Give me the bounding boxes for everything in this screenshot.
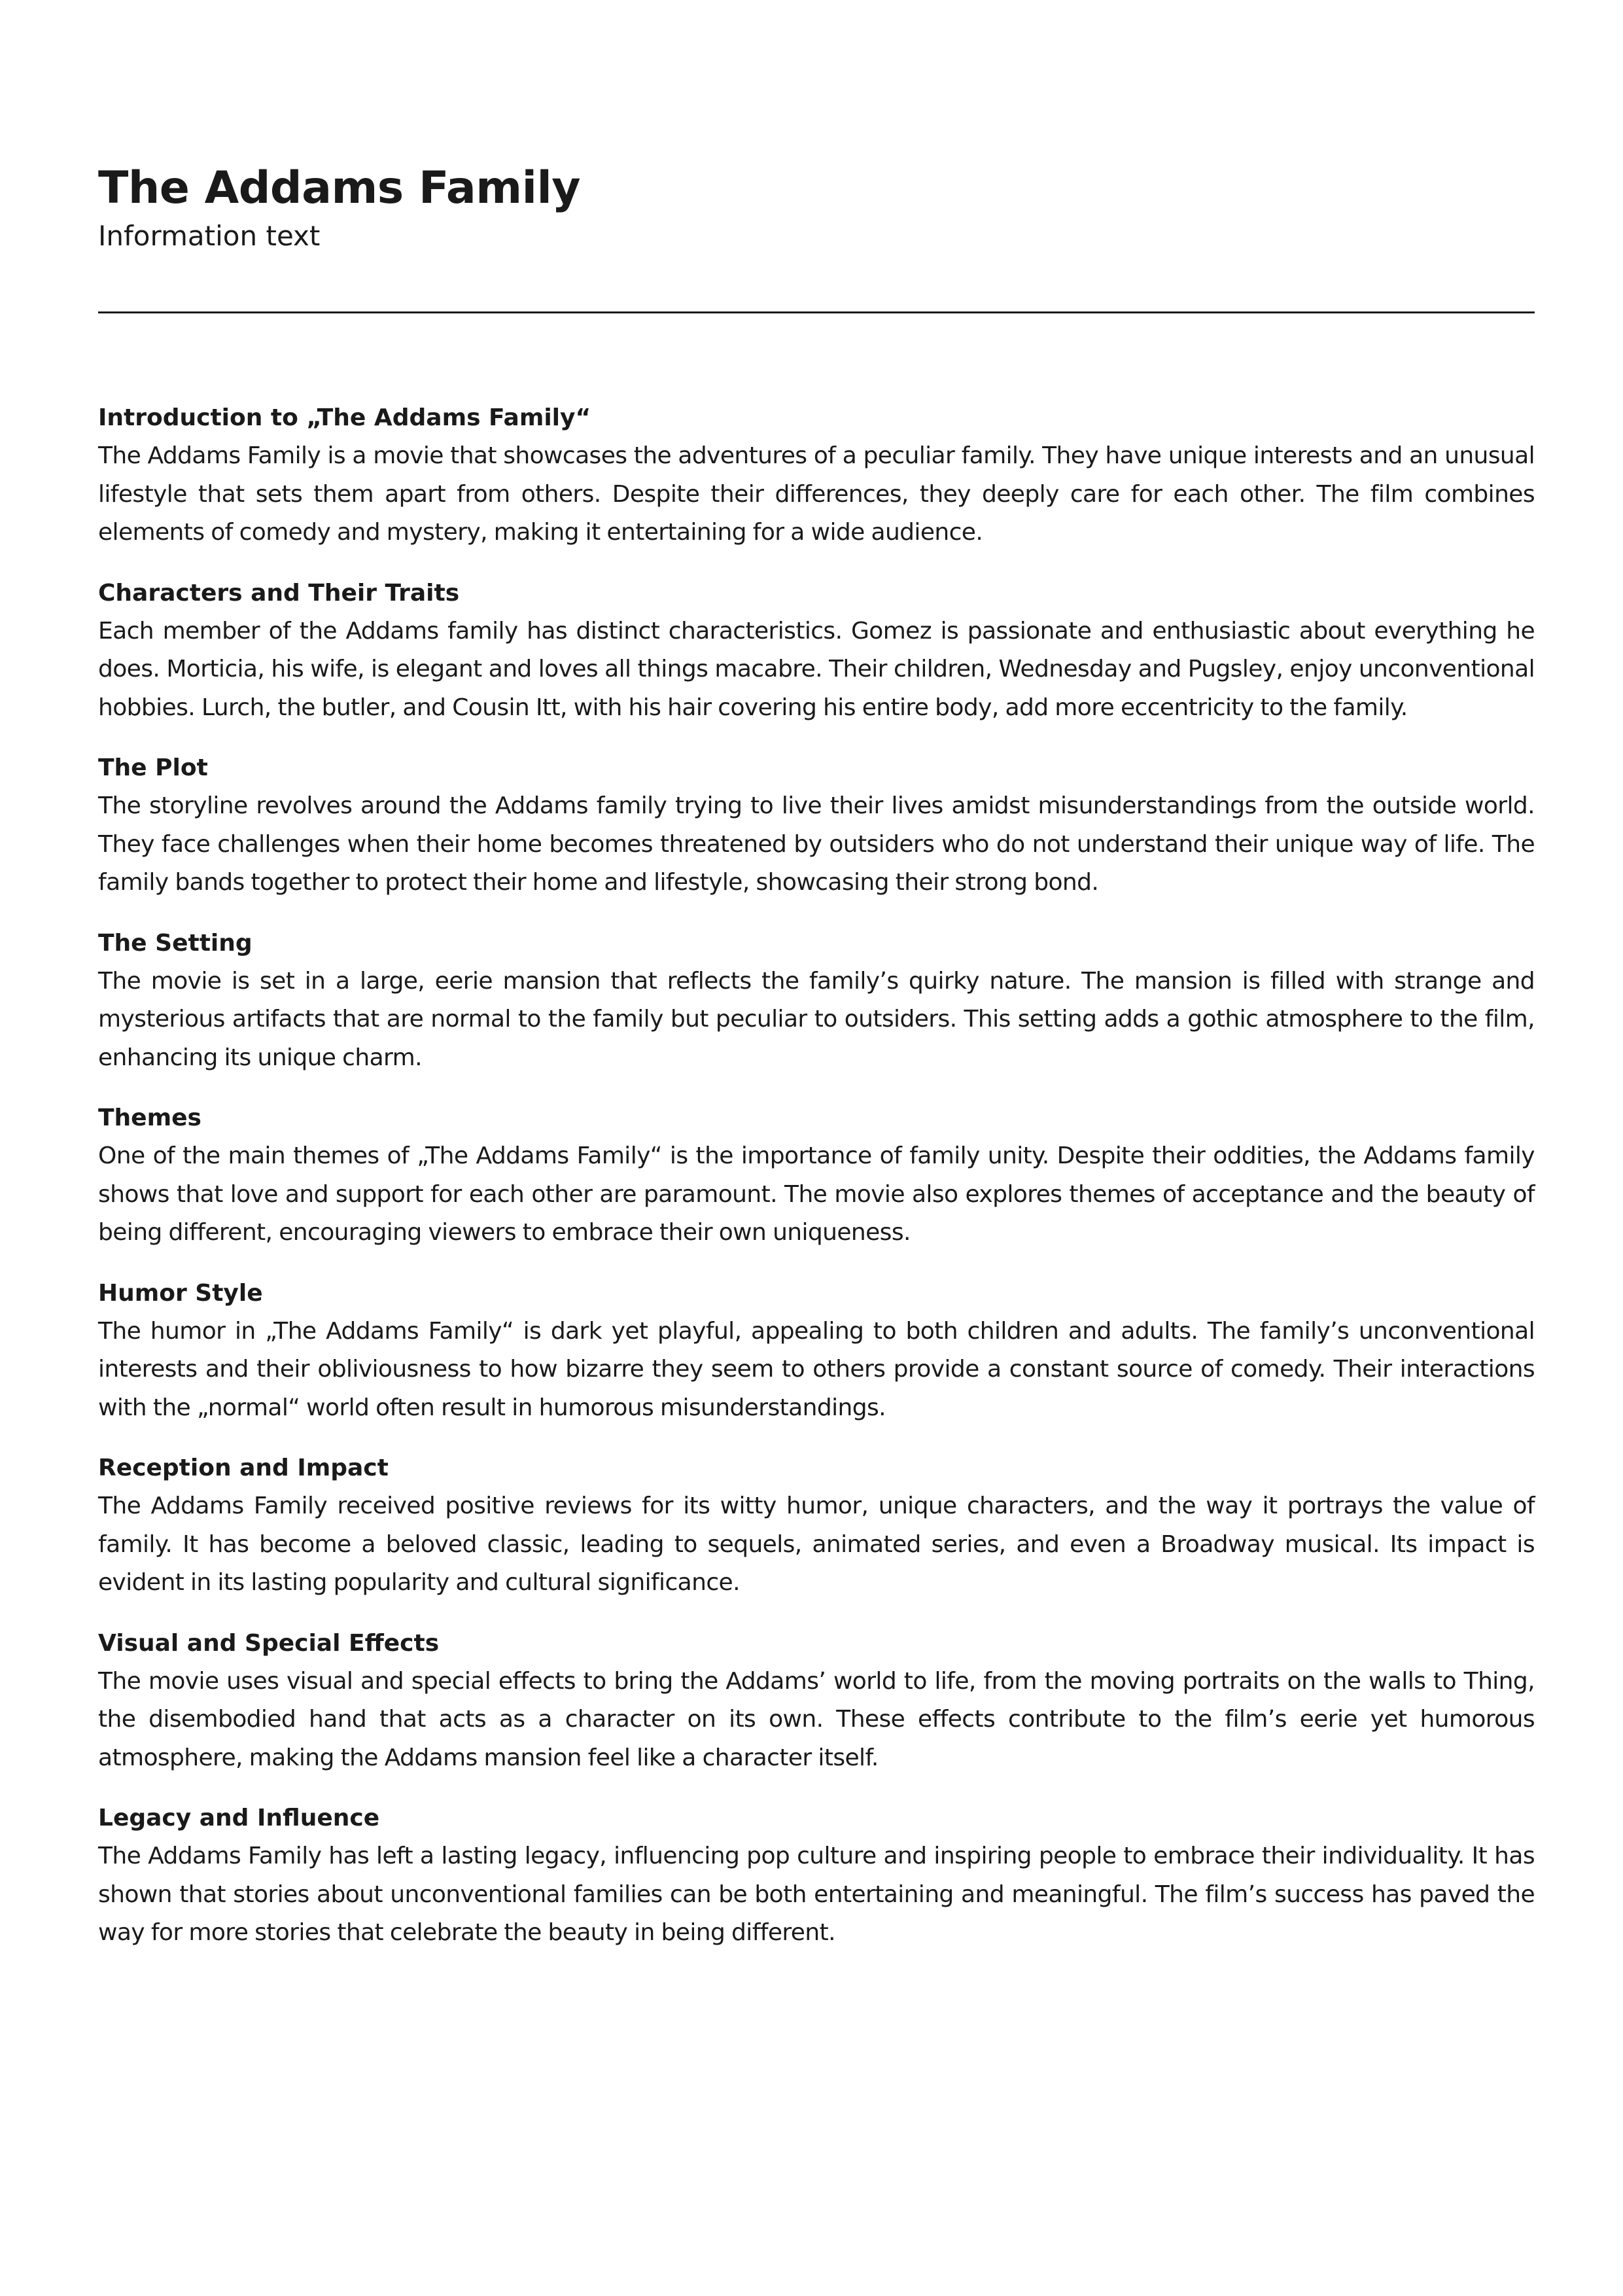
section-body: The Addams Family received positive reviews for its witty humor, unique characters, and the way it portrays the value of family. It has become a beloved classic, leading to sequels, animated series, and even a Broadway musical. Its impact is evident in its lasting popularity and cultural significance. [98, 1492, 1535, 1596]
section-introduction [98, 399, 1535, 552]
section-humor-style [98, 1275, 1535, 1428]
document-subtitle: Information text [98, 220, 321, 252]
section-heading: Themes [98, 1104, 201, 1131]
section-heading: Legacy and Influence [98, 1805, 380, 1831]
section-heading: Reception and Impact [98, 1455, 389, 1481]
section-heading: Characters and Their Traits [98, 579, 460, 607]
section-body: The storyline revolves around the Addams family trying to live their lives amidst misunderstandings from the outside world. They face challenges when their home becomes threatened by outsiders who do not understand their unique way of life. The family bands together to protect their home and lifestyle, showcasing their strong bond. [98, 792, 1535, 896]
section-heading: Humor Style [98, 1279, 263, 1307]
section-body: The Addams Family has left a lasting legacy, influencing pop culture and inspiring people to embrace their individuality. It has shown that stories about unconventional families can be both entertaining and meaningful. The film’s success has paved the way for more stories that celebrate the beauty in being different. [98, 1843, 1535, 1946]
section-legacy [98, 1799, 1535, 1952]
section-reception [98, 1449, 1535, 1602]
section-body: The movie uses visual and special effects to bring the Addams’ world to life, from the moving portraits on the walls to Thing, the disembodied hand that acts as a character on its own. These effects contribute to the film’s eerie yet humorous atmosphere, making the Addams mansion feel like a character itself. [98, 1667, 1535, 1771]
section-heading: Introduction to „The Addams Family“ [98, 404, 591, 431]
section-body: One of the main themes of „The Addams Family“ is the importance of family unity. Despite their oddities, the Addams family shows that love and support for each other are paramount. The movie also explores themes of acceptance and the beauty of being different, encouraging viewers to embrace their own uniqueness. [98, 1142, 1535, 1246]
section-plot [98, 749, 1535, 902]
section-heading: The Plot [98, 754, 208, 781]
section-body: The Addams Family is a movie that showcases the adventures of a peculiar family. They have unique interests and an unusual lifestyle that sets them apart from others. Despite their differences, they deeply care for each other. The film combines elements of comedy and mystery, making it entertaining for a wide audience. [98, 442, 1535, 546]
section-body: Each member of the Addams family has distinct characteristics. Gomez is passionate and enthusiastic about everything he does. Morticia, his wife, is elegant and loves all things macabre. Their children, Wednesday and Pugsley, enjoy unconventional hobbies. Lurch, the butler, and Cousin Itt, with his hair covering his entire body, add more eccentricity to the family. [98, 617, 1535, 721]
document-title: The Addams Family [98, 162, 581, 214]
section-characters [98, 574, 1535, 728]
section-themes [98, 1099, 1535, 1252]
section-heading: Visual and Special Effects [98, 1629, 440, 1657]
section-body: The movie is set in a large, eerie mansion that reflects the family’s quirky nature. The mansion is filled with strange and mysterious artifacts that are normal to the family but peculiar to outsiders. This setting adds a gothic atmosphere to the film, enhancing its unique charm. [98, 967, 1535, 1071]
section-visual-effects [98, 1625, 1535, 1778]
document-page [98, 162, 1535, 1946]
section-setting [98, 925, 1535, 1078]
section-body: The humor in „The Addams Family“ is dark yet playful, appealing to both children and adults. The family’s unconventional interests and their obliviousness to how bizarre they seem to others provide a constant source of comedy. Their interactions with the „normal“ world often result in humorous misunderstandings. [98, 1317, 1535, 1421]
title-divider [98, 311, 1535, 313]
section-heading: The Setting [98, 929, 253, 957]
sections-container [98, 399, 1535, 1975]
